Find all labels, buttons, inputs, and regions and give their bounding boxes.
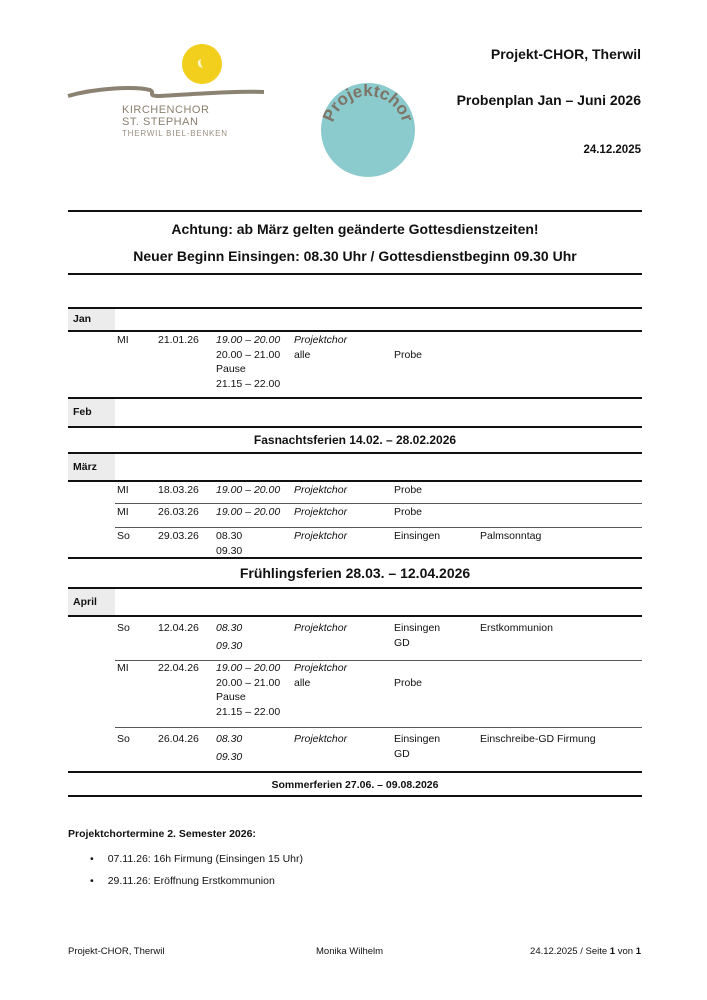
holiday-banner: Fasnachtsferien 14.02. – 28.02.2026 — [253, 433, 457, 447]
cell: 19.00 – 20.00 — [216, 484, 281, 496]
cell: So — [117, 733, 130, 745]
cell: 18.03.26 — [158, 484, 199, 496]
cell: Projektchor — [294, 733, 348, 745]
divider — [68, 273, 642, 275]
cell: 12.04.26 — [158, 622, 199, 634]
semester-item: • 07.11.26: 16h Firmung (Einsingen 15 Uhr) — [90, 853, 304, 865]
cell: Projektchor — [294, 662, 348, 674]
cell: 20.00 – 21.00 — [216, 676, 281, 689]
divider — [68, 557, 642, 559]
cell: MI — [117, 484, 129, 496]
cell: Probe — [394, 484, 423, 496]
cell: 22.04.26 — [158, 662, 199, 674]
logo-line2: ST. STEPHAN — [122, 116, 199, 128]
month-header-feb: Feb — [68, 399, 642, 426]
cell: MI — [117, 334, 129, 346]
header-subtitle: Probenplan Jan – Juni 2026 — [456, 92, 641, 108]
cell: GD — [394, 747, 410, 760]
holiday-banner: Sommerferien 27.06. – 09.08.2026 — [271, 779, 439, 791]
divider — [68, 480, 642, 482]
logo-line3: THERWIL BIEL-BENKEN — [122, 129, 228, 138]
cell: Einsingen — [394, 733, 441, 745]
divider — [115, 727, 642, 728]
cell: 21.15 – 22.00 — [216, 705, 281, 718]
notice-line2: Neuer Beginn Einsingen: 08.30 Uhr / Gottesdienstbeginn 09.30 Uhr — [133, 248, 577, 264]
cell: So — [117, 622, 130, 634]
holiday-banner: Frühlingsferien 28.03. – 12.04.2026 — [239, 565, 471, 581]
divider — [115, 503, 642, 504]
cell: Probe — [394, 676, 423, 689]
cell: Palmsonntag — [480, 530, 542, 542]
header-title: Projekt-CHOR, Therwil — [490, 46, 641, 62]
logo-line1: KIRCHENCHOR — [122, 104, 210, 116]
semester-item: • 29.11.26: Eröffnung Erstkommunion — [90, 875, 275, 887]
month-header-april: April — [68, 589, 642, 616]
cell: Projektchor — [294, 484, 348, 496]
cell: Einsingen — [394, 622, 441, 634]
month-header-jan: Jan — [68, 309, 642, 331]
cell: MI — [117, 506, 129, 518]
semester-title: Projektchortermine 2. Semester 2026: — [68, 828, 256, 840]
cell: 19.00 – 20.00 — [216, 334, 281, 346]
cell: alle — [294, 676, 311, 689]
cell: 08.30 — [216, 733, 243, 745]
divider — [68, 795, 642, 797]
divider — [115, 527, 642, 528]
cell: 29.03.26 — [158, 530, 199, 542]
cell: 09.30 — [216, 751, 243, 763]
cell: 19.00 – 20.00 — [216, 506, 281, 518]
cell: 09.30 — [216, 544, 243, 557]
divider — [68, 330, 642, 332]
month-header-maerz: März — [68, 454, 642, 481]
cell: Probe — [394, 348, 423, 361]
kirchenchor-logo — [66, 40, 266, 140]
cell: MI — [117, 662, 129, 674]
divider — [68, 210, 642, 212]
cell: 21.01.26 — [158, 334, 199, 346]
cell: Projektchor — [294, 530, 348, 542]
cell: Pause — [216, 691, 246, 703]
cell: Pause — [216, 363, 246, 375]
cell: 20.00 – 21.00 — [216, 348, 281, 361]
header-date: 24.12.2025 — [583, 144, 641, 156]
footer-left: Projekt-CHOR, Therwil — [68, 946, 165, 957]
projektchor-badge — [318, 80, 418, 180]
wave-brushstroke — [66, 84, 266, 104]
divider — [68, 615, 642, 617]
footer-center: Monika Wilhelm — [316, 946, 384, 957]
divider — [68, 771, 642, 773]
cell: So — [117, 530, 130, 542]
cell: 08.30 — [216, 530, 243, 542]
cell: 21.15 – 22.00 — [216, 377, 281, 390]
cell: Erstkommunion — [480, 622, 553, 634]
cell: GD — [394, 636, 410, 649]
cell: Projektchor — [294, 334, 348, 346]
cell: Einschreibe-GD Firmung — [480, 733, 596, 745]
cell: 26.03.26 — [158, 506, 199, 518]
cell: Projektchor — [294, 622, 348, 634]
sun-icon — [178, 40, 226, 88]
cell: Probe — [394, 506, 423, 518]
cell: 26.04.26 — [158, 733, 199, 745]
cell: 09.30 — [216, 640, 243, 652]
divider — [68, 426, 642, 428]
cell: 08.30 — [216, 622, 243, 634]
footer-page: 24.12.2025 / Seite 1 von 1 — [530, 946, 641, 957]
cell: Einsingen — [394, 530, 441, 542]
cell: alle — [294, 348, 311, 361]
cell: 19.00 – 20.00 — [216, 662, 281, 674]
svg-text:Projektchor: Projektchor — [319, 80, 418, 125]
notice-line1: Achtung: ab März gelten geänderte Gottesdienstzeiten! — [171, 221, 539, 237]
cell: Projektchor — [294, 506, 348, 518]
